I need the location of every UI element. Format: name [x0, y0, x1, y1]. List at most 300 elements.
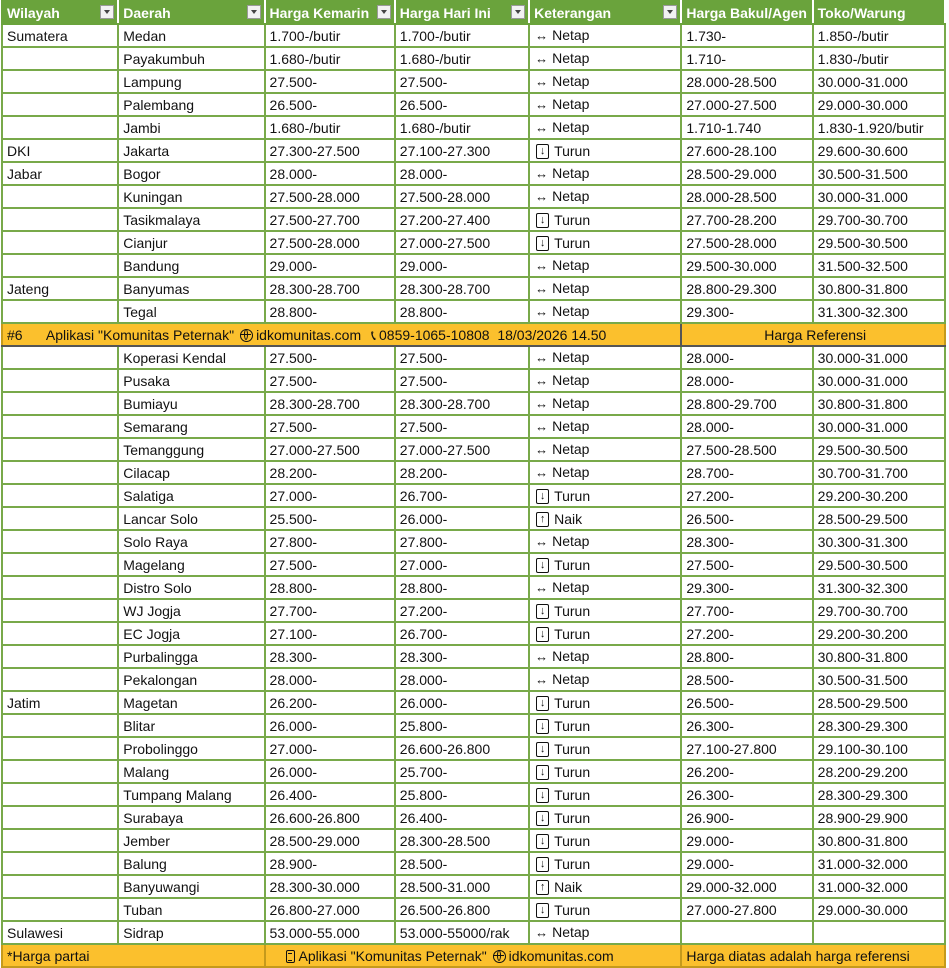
- cell-toko[interactable]: 30.800-31.800: [813, 829, 945, 852]
- cell-bakul[interactable]: 27.200-: [681, 484, 812, 507]
- cell-daerah[interactable]: Probolinggo: [118, 737, 264, 760]
- cell-hariini[interactable]: 28.200-: [395, 461, 529, 484]
- cell-hariini[interactable]: 27.500-: [395, 415, 529, 438]
- cell-wilayah[interactable]: Jateng: [2, 277, 118, 300]
- cell-bakul[interactable]: 26.300-: [681, 714, 812, 737]
- cell-daerah[interactable]: Medan: [118, 24, 264, 47]
- cell-wilayah[interactable]: [2, 116, 118, 139]
- filter-dropdown-icon[interactable]: [377, 5, 391, 19]
- cell-hariini[interactable]: 28.000-: [395, 162, 529, 185]
- cell-kemarin[interactable]: 26.400-: [265, 783, 395, 806]
- cell-bakul[interactable]: 26.300-: [681, 783, 812, 806]
- cell-daerah[interactable]: Banyuwangi: [118, 875, 264, 898]
- cell-kemarin[interactable]: 27.800-: [265, 530, 395, 553]
- status-label: Turun: [554, 809, 591, 826]
- cell-bakul[interactable]: 29.000-32.000: [681, 875, 812, 898]
- cell-toko[interactable]: 1.850-/butir: [813, 24, 945, 47]
- cell-kemarin[interactable]: 26.200-: [265, 691, 395, 714]
- cell-bakul[interactable]: 28.000-28.500: [681, 70, 812, 93]
- cell-toko[interactable]: 30.000-31.000: [813, 185, 945, 208]
- cell-toko[interactable]: 1.830-/butir: [813, 47, 945, 70]
- cell-bakul[interactable]: 28.800-29.700: [681, 392, 812, 415]
- cell-wilayah[interactable]: [2, 530, 118, 553]
- cell-daerah[interactable]: Bumiayu: [118, 392, 264, 415]
- cell-hariini[interactable]: 1.680-/butir: [395, 47, 529, 70]
- cell-kemarin[interactable]: 27.500-28.000: [265, 231, 395, 254]
- cell-toko[interactable]: 29.600-30.600: [813, 139, 945, 162]
- cell-hariini[interactable]: 27.500-28.000: [395, 185, 529, 208]
- cell-wilayah[interactable]: Jabar: [2, 162, 118, 185]
- cell-ket[interactable]: [529, 461, 681, 484]
- cell-toko[interactable]: 30.700-31.700: [813, 461, 945, 484]
- cell-wilayah[interactable]: [2, 254, 118, 277]
- cell-ket[interactable]: [529, 668, 681, 691]
- cell-kemarin[interactable]: 53.000-55.000: [265, 921, 395, 944]
- cell-bakul[interactable]: 28.000-28.500: [681, 185, 812, 208]
- cell-toko[interactable]: 29.500-30.500: [813, 553, 945, 576]
- cell-daerah[interactable]: Blitar: [118, 714, 264, 737]
- cell-toko[interactable]: 28.300-29.300: [813, 714, 945, 737]
- cell-bakul[interactable]: 27.500-28.500: [681, 438, 812, 461]
- cell-wilayah[interactable]: [2, 852, 118, 875]
- cell-kemarin[interactable]: 1.700-/butir: [265, 24, 395, 47]
- cell-bakul[interactable]: 27.000-27.800: [681, 898, 812, 921]
- cell-toko[interactable]: 31.500-32.500: [813, 254, 945, 277]
- cell-toko[interactable]: 29.500-30.500: [813, 231, 945, 254]
- cell-kemarin[interactable]: 1.680-/butir: [265, 47, 395, 70]
- cell-wilayah[interactable]: [2, 668, 118, 691]
- cell-daerah[interactable]: Tasikmalaya: [118, 208, 264, 231]
- cell-kemarin[interactable]: 26.600-26.800: [265, 806, 395, 829]
- cell-kemarin[interactable]: 25.500-: [265, 507, 395, 530]
- cell-daerah[interactable]: Salatiga: [118, 484, 264, 507]
- cell-hariini[interactable]: 27.500-: [395, 70, 529, 93]
- cell-ket[interactable]: [529, 162, 681, 185]
- cell-bakul[interactable]: 27.500-: [681, 553, 812, 576]
- cell-daerah[interactable]: Semarang: [118, 415, 264, 438]
- cell-ket[interactable]: [529, 783, 681, 806]
- cell-daerah[interactable]: Temanggung: [118, 438, 264, 461]
- cell-wilayah[interactable]: [2, 737, 118, 760]
- cell-toko[interactable]: 29.700-30.700: [813, 599, 945, 622]
- cell-daerah[interactable]: Surabaya: [118, 806, 264, 829]
- cell-kemarin[interactable]: 28.300-30.000: [265, 875, 395, 898]
- cell-kemarin[interactable]: 27.500-: [265, 553, 395, 576]
- left-right-arrow-icon: ↔: [535, 396, 549, 411]
- cell-ket[interactable]: [529, 898, 681, 921]
- cell-hariini[interactable]: 28.300-28.700: [395, 277, 529, 300]
- cell-bakul[interactable]: 26.500-: [681, 691, 812, 714]
- cell-wilayah[interactable]: [2, 645, 118, 668]
- down-arrow-box-icon: ↓: [536, 834, 549, 849]
- cell-daerah[interactable]: Jember: [118, 829, 264, 852]
- cell-toko[interactable]: 29.500-30.500: [813, 438, 945, 461]
- cell-bakul[interactable]: 27.000-27.500: [681, 93, 812, 116]
- status-label: Netap: [552, 96, 590, 112]
- cell-daerah[interactable]: Cianjur: [118, 231, 264, 254]
- cell-ket[interactable]: [529, 392, 681, 415]
- cell-wilayah[interactable]: [2, 369, 118, 392]
- cell-wilayah[interactable]: Sumatera: [2, 24, 118, 47]
- cell-toko[interactable]: 30.000-31.000: [813, 70, 945, 93]
- cell-kemarin[interactable]: 1.680-/butir: [265, 116, 395, 139]
- cell-ket[interactable]: [529, 24, 681, 47]
- cell-hariini[interactable]: 27.200-: [395, 599, 529, 622]
- cell-hariini[interactable]: 27.000-27.500: [395, 231, 529, 254]
- cell-daerah[interactable]: Purbalingga: [118, 645, 264, 668]
- cell-toko[interactable]: 28.200-29.200: [813, 760, 945, 783]
- cell-bakul[interactable]: 27.500-28.000: [681, 231, 812, 254]
- cell-wilayah[interactable]: [2, 599, 118, 622]
- cell-wilayah[interactable]: [2, 392, 118, 415]
- cell-ket[interactable]: [529, 645, 681, 668]
- cell-daerah[interactable]: Banyumas: [118, 277, 264, 300]
- cell-toko[interactable]: 29.200-30.200: [813, 484, 945, 507]
- cell-ket[interactable]: [529, 921, 681, 944]
- cell-hariini[interactable]: 28.800-: [395, 576, 529, 599]
- left-right-arrow-icon: ↔: [535, 465, 549, 480]
- cell-hariini[interactable]: 26.000-: [395, 691, 529, 714]
- cell-bakul[interactable]: 29.000-: [681, 852, 812, 875]
- cell-toko[interactable]: 30.000-31.000: [813, 415, 945, 438]
- cell-ket[interactable]: [529, 806, 681, 829]
- cell-ket[interactable]: [529, 553, 681, 576]
- cell-ket[interactable]: [529, 760, 681, 783]
- cell-wilayah[interactable]: [2, 783, 118, 806]
- cell-wilayah[interactable]: [2, 622, 118, 645]
- cell-daerah[interactable]: WJ Jogja: [118, 599, 264, 622]
- cell-toko[interactable]: 29.200-30.200: [813, 622, 945, 645]
- cell-ket[interactable]: [529, 139, 681, 162]
- cell-wilayah[interactable]: [2, 875, 118, 898]
- cell-hariini[interactable]: 28.300-28.500: [395, 829, 529, 852]
- cell-daerah[interactable]: Bandung: [118, 254, 264, 277]
- cell-toko[interactable]: 30.800-31.800: [813, 277, 945, 300]
- cell-hariini[interactable]: 1.680-/butir: [395, 116, 529, 139]
- cell-ket[interactable]: [529, 369, 681, 392]
- cell-toko[interactable]: [813, 921, 945, 944]
- cell-kemarin[interactable]: 28.300-: [265, 645, 395, 668]
- cell-wilayah[interactable]: [2, 185, 118, 208]
- table-row: [2, 392, 945, 415]
- cell-ket[interactable]: [529, 484, 681, 507]
- cell-daerah[interactable]: Jambi: [118, 116, 264, 139]
- cell-hariini[interactable]: 1.700-/butir: [395, 24, 529, 47]
- cell-bakul[interactable]: 27.600-28.100: [681, 139, 812, 162]
- cell-daerah[interactable]: Pekalongan: [118, 668, 264, 691]
- cell-wilayah[interactable]: [2, 93, 118, 116]
- cell-bakul[interactable]: [681, 921, 812, 944]
- cell-wilayah[interactable]: DKI: [2, 139, 118, 162]
- cell-bakul[interactable]: 28.000-: [681, 346, 812, 369]
- cell-daerah[interactable]: Tumpang Malang: [118, 783, 264, 806]
- cell-hariini[interactable]: 26.700-: [395, 622, 529, 645]
- cell-kemarin[interactable]: 29.000-: [265, 254, 395, 277]
- table-row: [2, 415, 945, 438]
- cell-daerah[interactable]: EC Jogja: [118, 622, 264, 645]
- cell-ket[interactable]: [529, 254, 681, 277]
- cell-kemarin[interactable]: 27.500-: [265, 346, 395, 369]
- cell-ket[interactable]: [529, 300, 681, 323]
- cell-bakul[interactable]: 1.710-: [681, 47, 812, 70]
- cell-hariini[interactable]: 28.300-28.700: [395, 392, 529, 415]
- cell-ket[interactable]: [529, 231, 681, 254]
- cell-kemarin[interactable]: 28.300-28.700: [265, 277, 395, 300]
- cell-kemarin[interactable]: 27.000-: [265, 484, 395, 507]
- cell-ket[interactable]: [529, 576, 681, 599]
- cell-kemarin[interactable]: 28.800-: [265, 300, 395, 323]
- cell-hariini[interactable]: 28.300-: [395, 645, 529, 668]
- cell-hariini[interactable]: 27.000-: [395, 553, 529, 576]
- cell-daerah[interactable]: Magelang: [118, 553, 264, 576]
- cell-bakul[interactable]: 27.100-27.800: [681, 737, 812, 760]
- cell-daerah[interactable]: Bogor: [118, 162, 264, 185]
- cell-wilayah[interactable]: [2, 70, 118, 93]
- cell-daerah[interactable]: Lampung: [118, 70, 264, 93]
- cell-wilayah[interactable]: [2, 714, 118, 737]
- cell-wilayah[interactable]: [2, 346, 118, 369]
- cell-hariini[interactable]: 28.500-31.000: [395, 875, 529, 898]
- cell-toko[interactable]: 28.300-29.300: [813, 783, 945, 806]
- cell-wilayah[interactable]: [2, 208, 118, 231]
- cell-hariini[interactable]: 27.500-: [395, 369, 529, 392]
- cell-wilayah[interactable]: [2, 829, 118, 852]
- cell-kemarin[interactable]: 28.000-: [265, 162, 395, 185]
- phone-icon: 📞︎: [371, 326, 377, 343]
- cell-bakul[interactable]: 27.700-28.200: [681, 208, 812, 231]
- cell-ket[interactable]: [529, 691, 681, 714]
- cell-hariini[interactable]: 29.000-: [395, 254, 529, 277]
- cell-wilayah[interactable]: [2, 507, 118, 530]
- cell-bakul[interactable]: 26.500-: [681, 507, 812, 530]
- cell-bakul[interactable]: 29.300-: [681, 576, 812, 599]
- cell-wilayah[interactable]: [2, 231, 118, 254]
- cell-wilayah[interactable]: Jatim: [2, 691, 118, 714]
- cell-daerah[interactable]: Magetan: [118, 691, 264, 714]
- cell-kemarin[interactable]: 26.800-27.000: [265, 898, 395, 921]
- filter-dropdown-icon[interactable]: [511, 5, 525, 19]
- filter-dropdown-icon[interactable]: [663, 5, 677, 19]
- cell-kemarin[interactable]: 27.500-: [265, 70, 395, 93]
- cell-toko[interactable]: 30.500-31.500: [813, 162, 945, 185]
- cell-kemarin[interactable]: 27.500-28.000: [265, 185, 395, 208]
- cell-toko[interactable]: 30.800-31.800: [813, 392, 945, 415]
- cell-toko[interactable]: 29.000-30.000: [813, 93, 945, 116]
- cell-wilayah[interactable]: [2, 576, 118, 599]
- footer-website[interactable]: idkomunitas.com: [508, 947, 614, 964]
- cell-kemarin[interactable]: 28.200-: [265, 461, 395, 484]
- cell-hariini[interactable]: 27.100-27.300: [395, 139, 529, 162]
- cell-hariini[interactable]: 26.500-: [395, 93, 529, 116]
- cell-wilayah[interactable]: [2, 484, 118, 507]
- cell-daerah[interactable]: Jakarta: [118, 139, 264, 162]
- cell-ket[interactable]: [529, 599, 681, 622]
- cell-toko[interactable]: 31.300-32.300: [813, 576, 945, 599]
- cell-wilayah[interactable]: [2, 438, 118, 461]
- cell-daerah[interactable]: Payakumbuh: [118, 47, 264, 70]
- cell-ket[interactable]: [529, 70, 681, 93]
- cell-ket[interactable]: [529, 829, 681, 852]
- cell-hariini[interactable]: 27.200-27.400: [395, 208, 529, 231]
- cell-ket[interactable]: [529, 507, 681, 530]
- cell-ket[interactable]: [529, 438, 681, 461]
- cell-toko[interactable]: 30.500-31.500: [813, 668, 945, 691]
- cell-bakul[interactable]: 29.000-: [681, 829, 812, 852]
- cell-hariini[interactable]: 53.000-55000/rak: [395, 921, 529, 944]
- cell-ket[interactable]: [529, 530, 681, 553]
- cell-toko[interactable]: 31.300-32.300: [813, 300, 945, 323]
- cell-ket[interactable]: [529, 737, 681, 760]
- cell-ket[interactable]: [529, 714, 681, 737]
- cell-bakul[interactable]: 27.200-: [681, 622, 812, 645]
- cell-ket[interactable]: [529, 93, 681, 116]
- cell-toko[interactable]: 28.500-29.500: [813, 507, 945, 530]
- cell-wilayah[interactable]: [2, 47, 118, 70]
- table-row: [2, 185, 945, 208]
- cell-ket[interactable]: [529, 415, 681, 438]
- cell-hariini[interactable]: 25.800-: [395, 714, 529, 737]
- cell-kemarin[interactable]: 27.500-: [265, 415, 395, 438]
- cell-wilayah[interactable]: [2, 898, 118, 921]
- cell-hariini[interactable]: 28.500-: [395, 852, 529, 875]
- cell-bakul[interactable]: 28.500-: [681, 668, 812, 691]
- cell-bakul[interactable]: 28.700-: [681, 461, 812, 484]
- cell-toko[interactable]: 31.000-32.000: [813, 875, 945, 898]
- cell-daerah[interactable]: Pusaka: [118, 369, 264, 392]
- cell-ket[interactable]: [529, 185, 681, 208]
- banner-number: #6: [7, 326, 23, 343]
- cell-kemarin[interactable]: 27.700-: [265, 599, 395, 622]
- cell-ket[interactable]: [529, 277, 681, 300]
- down-arrow-box-icon: ↓: [536, 857, 549, 872]
- filter-dropdown-icon[interactable]: [100, 5, 114, 19]
- cell-toko[interactable]: 30.300-31.300: [813, 530, 945, 553]
- table-row: [2, 70, 945, 93]
- cell-hariini[interactable]: 26.600-26.800: [395, 737, 529, 760]
- cell-daerah[interactable]: Solo Raya: [118, 530, 264, 553]
- cell-bakul[interactable]: 29.500-30.000: [681, 254, 812, 277]
- cell-bakul[interactable]: 1.710-1.740: [681, 116, 812, 139]
- cell-daerah[interactable]: Tegal: [118, 300, 264, 323]
- table-row: [2, 737, 945, 760]
- header-label: Toko/Warung: [817, 4, 906, 21]
- cell-kemarin[interactable]: 27.000-: [265, 737, 395, 760]
- cell-wilayah[interactable]: [2, 760, 118, 783]
- cell-bakul[interactable]: 28.000-: [681, 369, 812, 392]
- cell-bakul[interactable]: 28.300-: [681, 530, 812, 553]
- cell-toko[interactable]: 28.500-29.500: [813, 691, 945, 714]
- cell-daerah[interactable]: Distro Solo: [118, 576, 264, 599]
- cell-hariini[interactable]: 28.000-: [395, 668, 529, 691]
- cell-bakul[interactable]: 28.500-29.000: [681, 162, 812, 185]
- cell-ket[interactable]: [529, 208, 681, 231]
- cell-bakul[interactable]: 28.800-29.300: [681, 277, 812, 300]
- cell-ket[interactable]: [529, 116, 681, 139]
- cell-bakul[interactable]: 26.200-: [681, 760, 812, 783]
- cell-kemarin[interactable]: 27.500-27.700: [265, 208, 395, 231]
- cell-kemarin[interactable]: 26.500-: [265, 93, 395, 116]
- cell-bakul[interactable]: 26.900-: [681, 806, 812, 829]
- cell-kemarin[interactable]: 27.500-: [265, 369, 395, 392]
- cell-kemarin[interactable]: 27.300-27.500: [265, 139, 395, 162]
- cell-bakul[interactable]: 28.800-: [681, 645, 812, 668]
- cell-wilayah[interactable]: Sulawesi: [2, 921, 118, 944]
- cell-toko[interactable]: 30.000-31.000: [813, 369, 945, 392]
- table-row: [2, 300, 945, 323]
- cell-ket[interactable]: [529, 622, 681, 645]
- cell-daerah[interactable]: Sidrap: [118, 921, 264, 944]
- cell-kemarin[interactable]: 28.800-: [265, 576, 395, 599]
- cell-hariini[interactable]: 27.500-: [395, 346, 529, 369]
- cell-hariini[interactable]: 26.500-26.800: [395, 898, 529, 921]
- cell-kemarin[interactable]: 27.000-27.500: [265, 438, 395, 461]
- cell-hariini[interactable]: 25.800-: [395, 783, 529, 806]
- cell-hariini[interactable]: 27.000-27.500: [395, 438, 529, 461]
- status-label: Netap: [552, 303, 590, 319]
- left-right-arrow-icon: ↔: [535, 534, 549, 549]
- cell-daerah[interactable]: Palembang: [118, 93, 264, 116]
- cell-kemarin[interactable]: 28.500-29.000: [265, 829, 395, 852]
- cell-bakul[interactable]: 27.700-: [681, 599, 812, 622]
- status-label: Netap: [552, 119, 590, 135]
- cell-daerah[interactable]: Balung: [118, 852, 264, 875]
- cell-toko[interactable]: 29.000-30.000: [813, 898, 945, 921]
- status-label: Netap: [552, 579, 590, 595]
- cell-daerah[interactable]: Tuban: [118, 898, 264, 921]
- cell-toko[interactable]: 31.000-32.000: [813, 852, 945, 875]
- cell-wilayah[interactable]: [2, 415, 118, 438]
- cell-kemarin[interactable]: 27.100-: [265, 622, 395, 645]
- cell-kemarin[interactable]: 26.000-: [265, 714, 395, 737]
- cell-wilayah[interactable]: [2, 461, 118, 484]
- cell-hariini[interactable]: 26.400-: [395, 806, 529, 829]
- cell-kemarin[interactable]: 28.900-: [265, 852, 395, 875]
- cell-toko[interactable]: 30.000-31.000: [813, 346, 945, 369]
- cell-hariini[interactable]: 25.700-: [395, 760, 529, 783]
- cell-ket[interactable]: [529, 346, 681, 369]
- cell-bakul[interactable]: 1.730-: [681, 24, 812, 47]
- cell-daerah[interactable]: Kuningan: [118, 185, 264, 208]
- cell-toko[interactable]: 30.800-31.800: [813, 645, 945, 668]
- cell-wilayah[interactable]: [2, 300, 118, 323]
- cell-daerah[interactable]: Lancar Solo: [118, 507, 264, 530]
- cell-toko[interactable]: 29.100-30.100: [813, 737, 945, 760]
- filter-dropdown-icon[interactable]: [247, 5, 261, 19]
- cell-hariini[interactable]: 27.800-: [395, 530, 529, 553]
- cell-kemarin[interactable]: 28.300-28.700: [265, 392, 395, 415]
- cell-hariini[interactable]: 26.700-: [395, 484, 529, 507]
- cell-ket[interactable]: [529, 47, 681, 70]
- cell-kemarin[interactable]: 28.000-: [265, 668, 395, 691]
- cell-hariini[interactable]: 26.000-: [395, 507, 529, 530]
- cell-bakul[interactable]: 28.000-: [681, 415, 812, 438]
- cell-hariini[interactable]: 28.800-: [395, 300, 529, 323]
- cell-wilayah[interactable]: [2, 806, 118, 829]
- cell-toko[interactable]: 29.700-30.700: [813, 208, 945, 231]
- cell-ket[interactable]: [529, 852, 681, 875]
- cell-wilayah[interactable]: [2, 553, 118, 576]
- cell-daerah[interactable]: Cilacap: [118, 461, 264, 484]
- table-row: [2, 829, 945, 852]
- banner-website[interactable]: idkomunitas.com: [256, 326, 362, 343]
- cell-toko[interactable]: 28.900-29.900: [813, 806, 945, 829]
- cell-ket[interactable]: [529, 875, 681, 898]
- cell-toko[interactable]: 1.830-1.920/butir: [813, 116, 945, 139]
- cell-kemarin[interactable]: 26.000-: [265, 760, 395, 783]
- cell-daerah[interactable]: Koperasi Kendal: [118, 346, 264, 369]
- cell-bakul[interactable]: 29.300-: [681, 300, 812, 323]
- cell-daerah[interactable]: Malang: [118, 760, 264, 783]
